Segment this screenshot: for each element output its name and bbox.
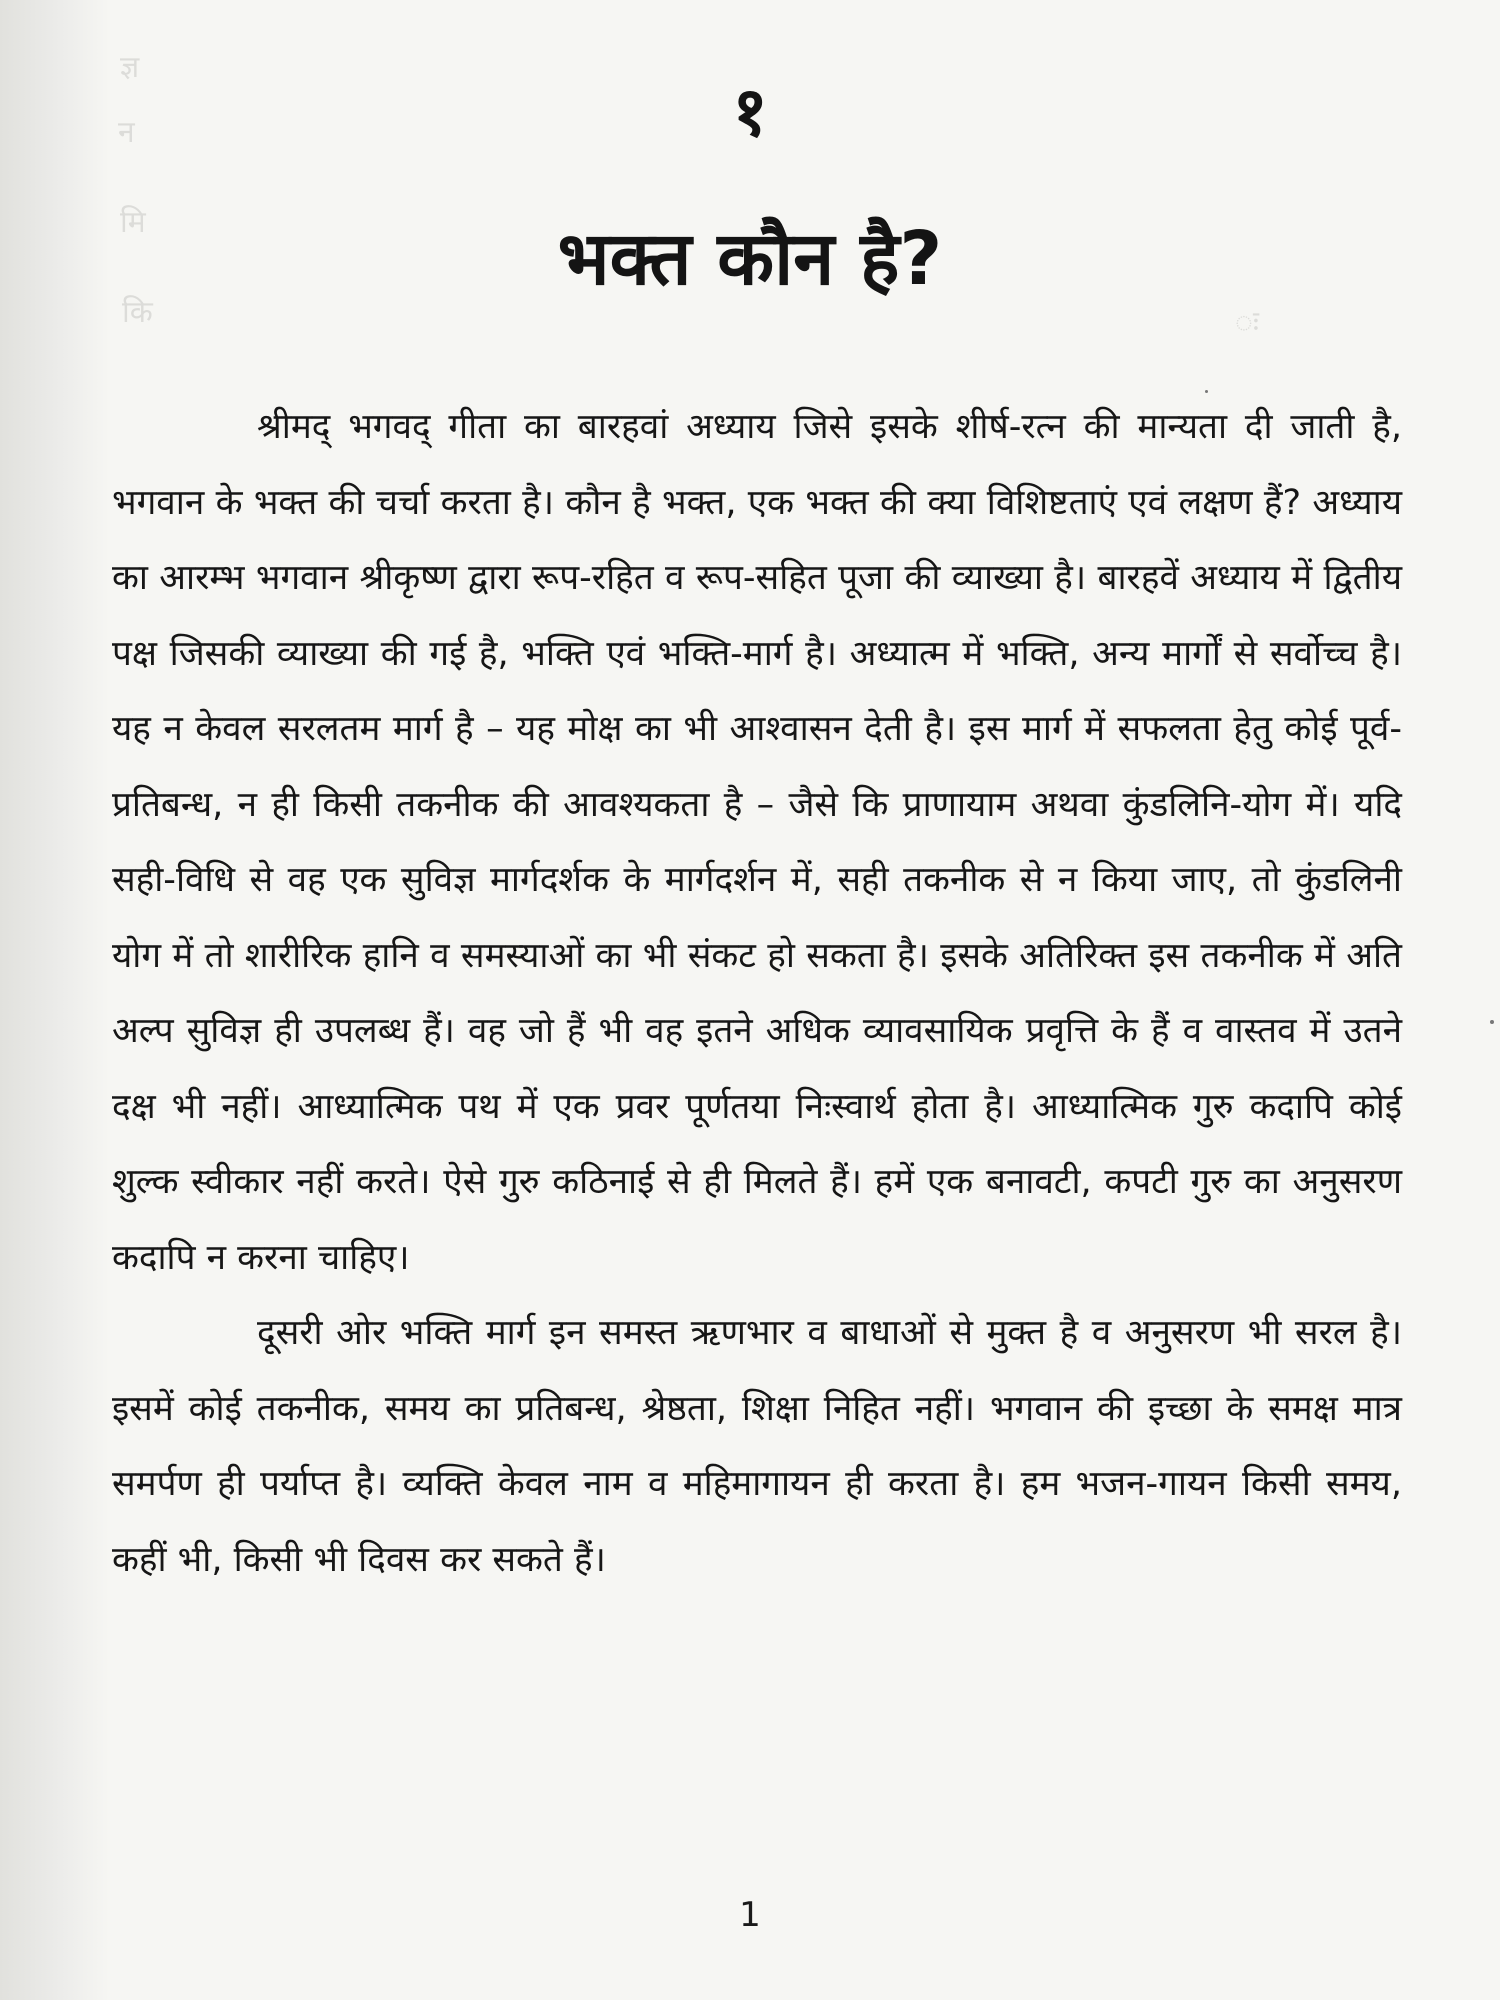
paragraph: दूसरी ओर भक्ति मार्ग इन समस्त ऋणभार व बाधाओं से मुक्त है व अनुसरण भी सरल है। इसमें कोई तकनीक, समय का प्रतिबन्ध, श्रेष्ठता, शिक्षा निहित नहीं। भगवान की इच्छा के समक्ष मात्र समर्पण ही पर्याप्त है। व्यक्ति केवल नाम व महिमागायन ही करता है। हम भजन-गायन किसी समय, कहीं भी, किसी भी दिवस कर सकते हैं। — [112, 1313, 1402, 1580]
paper-speck — [1205, 390, 1208, 393]
page-number: 1 — [739, 1895, 761, 1935]
show-through-mark: मि — [120, 205, 146, 240]
show-through-mark: कि — [122, 295, 153, 330]
show-through-mark: ः — [1235, 305, 1259, 340]
show-through-mark: न — [118, 115, 135, 150]
chapter-body — [112, 390, 1402, 1598]
paper-speck — [1490, 1020, 1494, 1024]
show-through-mark: ज्ञ — [120, 50, 140, 85]
chapter-title: भक्त कौन है? — [557, 216, 943, 302]
chapter-number: १ — [732, 73, 768, 152]
paragraph: श्रीमद् भगवद् गीता का बारहवां अध्याय जिसे इसके शीर्ष-रत्न की मान्यता दी जाती है, भगवान के भक्त की चर्चा करता है। कौन है भक्त, एक भक्त की क्या विशिष्टताएं एवं लक्षण हैं? अध्याय का आरम्भ भगवान श्रीकृष्ण द्वारा रूप-रहित व रूप-सहित पूजा की व्याख्या है। बारहवें अध्याय में द्वितीय पक्ष जिसकी व्याख्या की गई है, भक्ति एवं भक्ति-मार्ग है। अध्यात्म में भक्ति, अन्य मार्गों से सर्वोच्च है। यह न केवल सरलतम मार्ग है – यह मोक्ष का भी आश्वासन देती है। इस मार्ग में सफलता हेतु कोई पूर्व-प्रतिबन्ध, न ही किसी तकनीक की आवश्यकता है – जैसे कि प्राणायाम अथवा कुंडलिनि-योग में। यदि सही-विधि से वह एक सुविज्ञ मार्गदर्शक के मार्गदर्शन में, सही तकनीक से न किया जाए, तो कुंडलिनी योग में तो शारीरिक हानि व समस्याओं का भी संकट हो सकता है। इसके अतिरिक्त इस तकनीक में अति अल्प सुविज्ञ ही उपलब्ध हैं। वह जो हैं भी वह इतने अधिक व्यावसायिक प्रवृत्ति के हैं व वास्तव में उतने दक्ष भी नहीं। आध्यात्मिक पथ में एक प्रवर पूर्णतया निःस्वार्थ होता है। आध्यात्मिक गुरु कदापि कोई शुल्क स्वीकार नहीं करते। ऐसे गुरु कठिनाई से ही मिलते हैं। हमें एक बनावटी, कपटी गुरु का अनुसरण कदापि न करना चाहिए। — [112, 407, 1402, 1278]
